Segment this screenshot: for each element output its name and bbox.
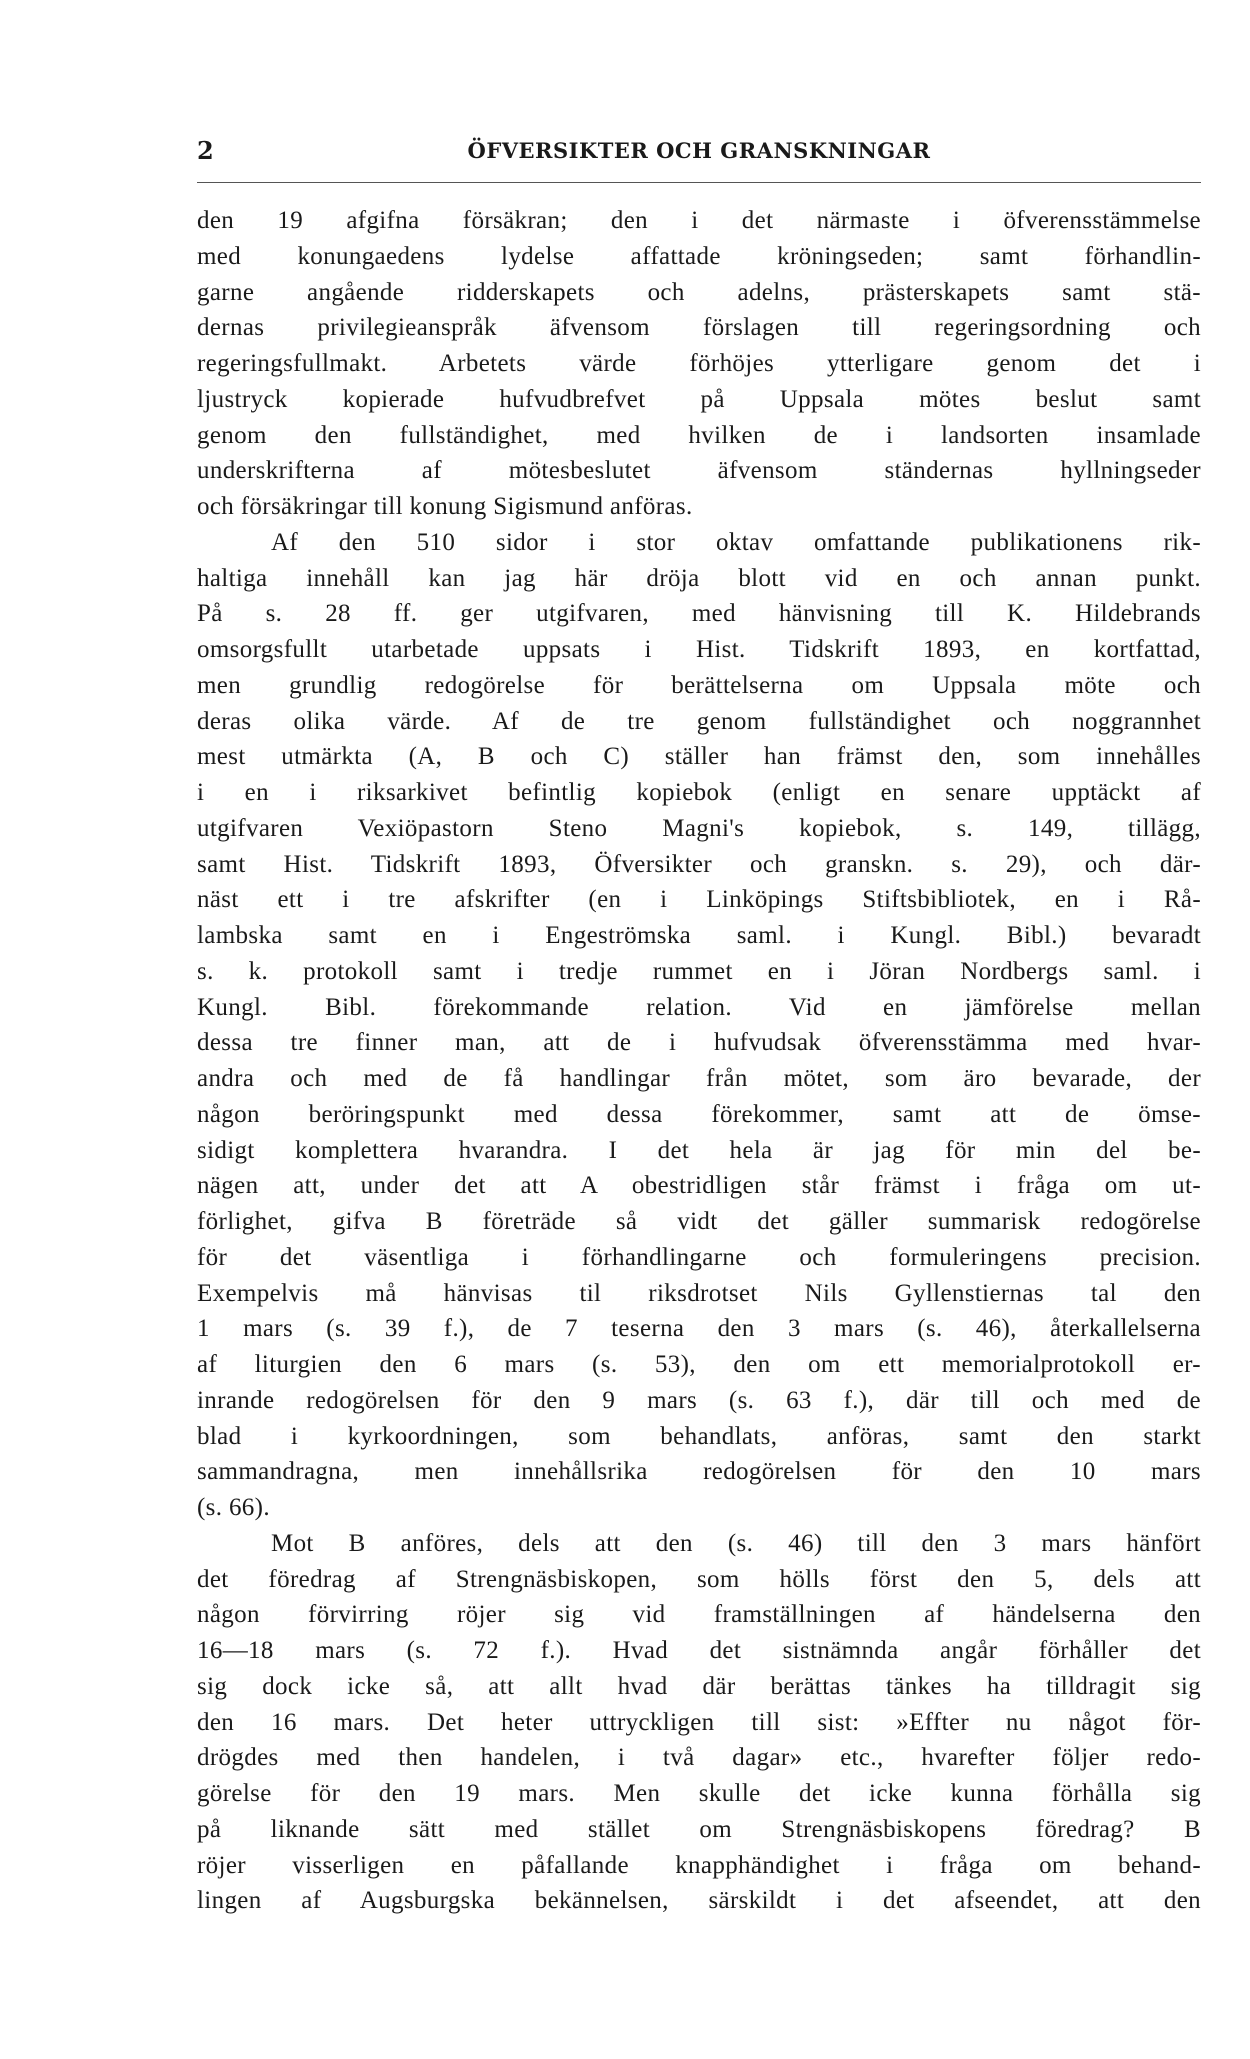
text-line: sidigt komplettera hvarandra. I det hela är jag för min del be-: [197, 1136, 1201, 1164]
text-line: Exempelvis må hänvisas til riksdrotset Nils Gyllenstiernas tal den: [197, 1279, 1201, 1307]
text-line: dernas privilegieanspråk äfvensom förslagen till regeringsordning och: [197, 314, 1201, 342]
text-line: (s. 66).: [197, 1494, 270, 1521]
text-line: s. k. protokoll samt i tredje rummet en i Jöran Nordbergs saml. i: [197, 957, 1201, 985]
text-line: i en i riksarkivet befintlig kopiebok (enligt en senare upptäckt af: [197, 779, 1201, 806]
text-line: deras olika värde. Af de tre genom fullständighet och noggrannhet: [197, 707, 1201, 735]
text-line: haltiga innehåll kan jag här dröja blott vid en och annan punkt.: [197, 564, 1201, 592]
text-line: sammandragna, men innehållsrika redogörelsen för den 10 mars: [197, 1458, 1201, 1486]
text-line: sig dock icke så, att allt hvad där berättas tänkes ha tilldragit sig: [197, 1672, 1201, 1700]
text-line: andra och med de få handlingar från mötet, som äro bevarade, der: [197, 1065, 1201, 1092]
header-rule: [197, 182, 1201, 183]
text-line: garne angående ridderskapets och adelns, prästerskapets samt stä-: [197, 278, 1201, 306]
text-line: omsorgsfullt utarbetade uppsats i Hist. Tidskrift 1893, en kortfattad,: [197, 636, 1201, 663]
text-line: Kungl. Bibl. förekommande relation. Vid en jämförelse mellan: [197, 993, 1201, 1021]
text-line: underskrifterna af mötesbeslutet äfvensom ständernas hyllningseder: [197, 457, 1201, 485]
text-line: nägen att, under det att A obestridligen står främst i fråga om ut-: [197, 1172, 1201, 1200]
text-line: mest utmärkta (A, B och C) ställer han främst den, som innehålles: [197, 743, 1201, 771]
text-line: för det väsentliga i förhandlingarne och formuleringens precision.: [197, 1243, 1201, 1271]
text-line: görelse för den 19 mars. Men skulle det icke kunna förhålla sig: [197, 1780, 1201, 1807]
running-head: ÖFVERSIKTER OCH GRANSKNINGAR: [467, 138, 931, 163]
text-line: någon förvirring röjer sig vid framställningen af händelserna den: [197, 1601, 1201, 1629]
text-line: röjer visserligen en påfallande knapphändighet i fråga om behand-: [197, 1851, 1201, 1879]
text-line: lambska samt en i Engeströmska saml. i Kungl. Bibl.) bevaradt: [197, 922, 1201, 949]
text-line: regeringsfullmakt. Arbetets värde förhöjes ytterligare genom det i: [197, 350, 1201, 377]
text-line: Mot B anföres, dels att den (s. 46) till den 3 mars hänfört: [271, 1529, 1201, 1557]
page-header: [197, 136, 1201, 176]
text-line: genom den fullständighet, med hvilken de i landsorten insamlade: [197, 421, 1201, 449]
text-line: någon beröringspunkt med dessa förekommer, samt att de ömse-: [197, 1100, 1201, 1128]
text-line: näst ett i tre afskrifter (en i Linköpings Stiftsbibliotek, en i Rå-: [197, 886, 1201, 914]
page-number: 2: [197, 136, 214, 165]
text-line: af liturgien den 6 mars (s. 53), den om ett memorialprotokoll er-: [197, 1351, 1201, 1378]
text-line: På s. 28 ff. ger utgifvaren, med hänvisning till K. Hildebrands: [197, 600, 1201, 628]
text-line: det föredrag af Strengnäsbiskopen, som hölls först den 5, dels att: [197, 1565, 1201, 1593]
text-line: och försäkringar till konung Sigismund anföras.: [197, 493, 693, 520]
text-line: lingen af Augsburgska bekännelsen, särskildt i det afseendet, att den: [197, 1887, 1201, 1915]
text-line: samt Hist. Tidskrift 1893, Öfversikter och granskn. s. 29), och där-: [197, 850, 1201, 878]
text-line: inrande redogörelsen för den 9 mars (s. 63 f.), där till och med de: [197, 1386, 1201, 1414]
text-line: förlighet, gifva B företräde så vidt det gäller summarisk redogörelse: [197, 1208, 1201, 1235]
text-line: drögdes med then handelen, i två dagar» etc., hvarefter följer redo-: [197, 1744, 1201, 1772]
text-line: den 16 mars. Det heter uttryckligen till sist: »Effter nu något för-: [197, 1708, 1201, 1736]
text-line: Af den 510 sidor i stor oktav omfattande publikationens rik-: [271, 528, 1201, 556]
text-line: utgifvaren Vexiöpastorn Steno Magni's kopiebok, s. 149, tillägg,: [197, 814, 1201, 842]
text-line: men grundlig redogörelse för berättelserna om Uppsala möte och: [197, 671, 1201, 699]
text-line: 1 mars (s. 39 f.), de 7 teserna den 3 mars (s. 46), återkallelserna: [197, 1315, 1201, 1343]
body-text: [197, 203, 1201, 1919]
text-line: med konungaedens lydelse affattade kröningseden; samt förhandlin-: [197, 242, 1201, 270]
text-line: den 19 afgifna försäkran; den i det närmaste i öfverensstämmelse: [197, 207, 1201, 234]
text-line: ljustryck kopierade hufvudbrefvet på Uppsala mötes beslut samt: [197, 385, 1201, 413]
text-line: 16—18 mars (s. 72 f.). Hvad det sistnämnda angår förhåller det: [197, 1637, 1201, 1664]
text-line: dessa tre finner man, att de i hufvudsak öfverensstämma med hvar-: [197, 1029, 1201, 1057]
text-line: på liknande sätt med stället om Strengnäsbiskopens föredrag? B: [197, 1815, 1201, 1843]
text-line: blad i kyrkoordningen, som behandlats, anföras, samt den starkt: [197, 1422, 1201, 1450]
